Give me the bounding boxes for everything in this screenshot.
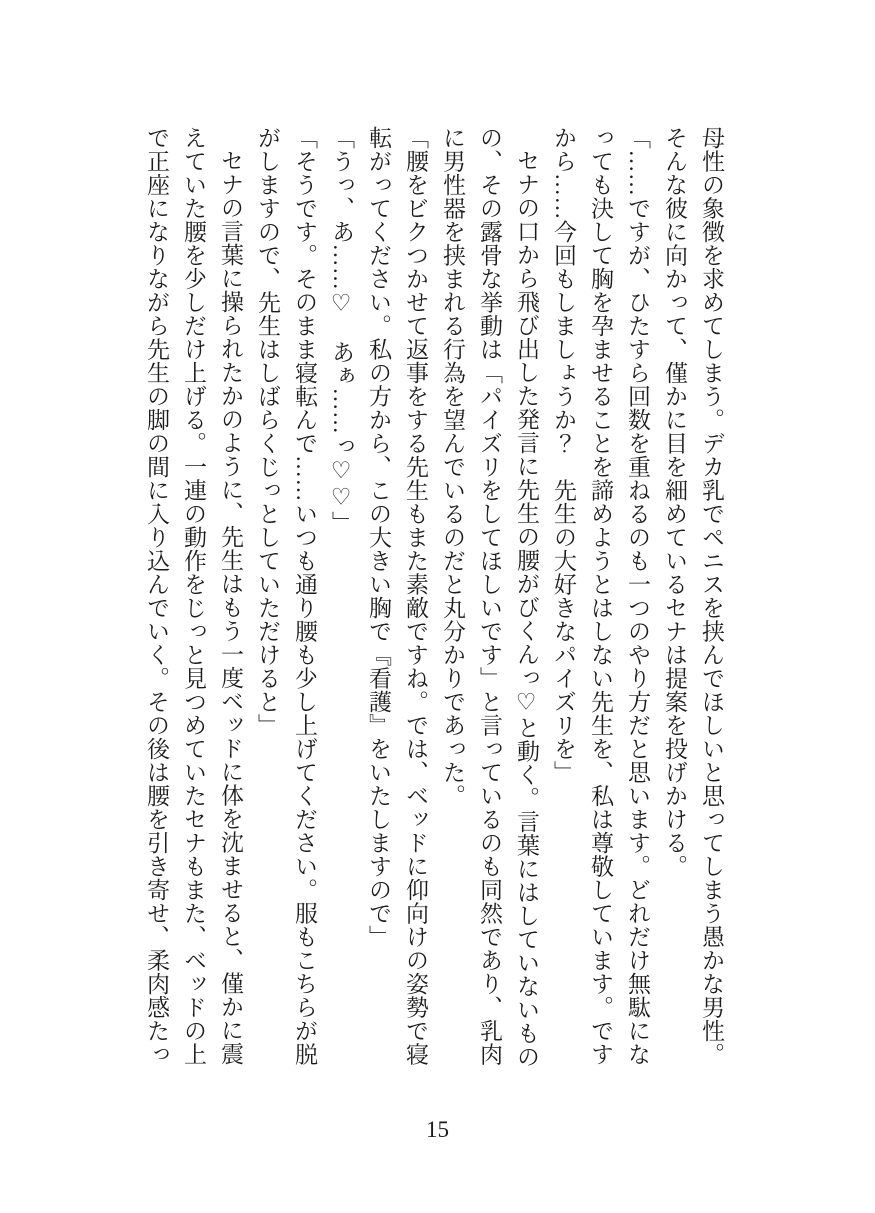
- vertical-text-block: [138, 126, 730, 1076]
- paragraph-5: 「うっ、あ……♡ あぁ……っ♡♡」: [329, 126, 354, 535]
- paragraph-6: 「そうです。そのまま寝転んで……いつも通り腰も少し上げてください。服もこちらが脱がしますので、先生はしばらくじっとしていただけると」: [255, 126, 317, 1066]
- page-number: 15: [426, 1117, 449, 1142]
- paragraph-4: 「腰をビクつかせて返事をする先生もまた素敵ですね。では、ベッドに仰向けの姿勢で寝転がってください。私の方から、この大きい胸で『看護』をいたしますので」: [366, 126, 428, 1066]
- paragraph-7: セナの言葉に操られたかのように、先生はもう一度ベッドに体を沈ませると、僅かに震えていた腰を少しだけ上げる。一連の動作をじっと見つめていたセナもまた、ベッドの上で正座になりながら先生の脚の間に入り込んでいく。その後は腰を引き寄せ、柔肉感たっ: [144, 126, 243, 1066]
- paragraph-1: 母性の象徴を求めてしまう。デカ乳でペニスを挟んでほしいと思ってしまう愚かな男性。そんな彼に向かって、僅かに目を細めているセナは提案を投げかける。: [662, 126, 724, 1066]
- paragraph-3: セナの口から飛び出した発言に先生の腰がびくんっ♡と動く。言葉にはしていないものの、その露骨な挙動は「パイズリをしてほしいです」と言っているのも同然であり、乳肉に男性器を挟まれる行為を望んでいるのだと丸分かりであった。: [440, 126, 539, 1069]
- paragraph-2: 「……ですが、ひたすら回数を重ねるのも一つのやり方だと思います。どれだけ無駄になっても決して胸を孕ませることを諦めようとはしない先生を、私は尊敬しています。ですから……今回もしましょうか？ 先生の大好きなパイズリを」: [551, 126, 650, 1066]
